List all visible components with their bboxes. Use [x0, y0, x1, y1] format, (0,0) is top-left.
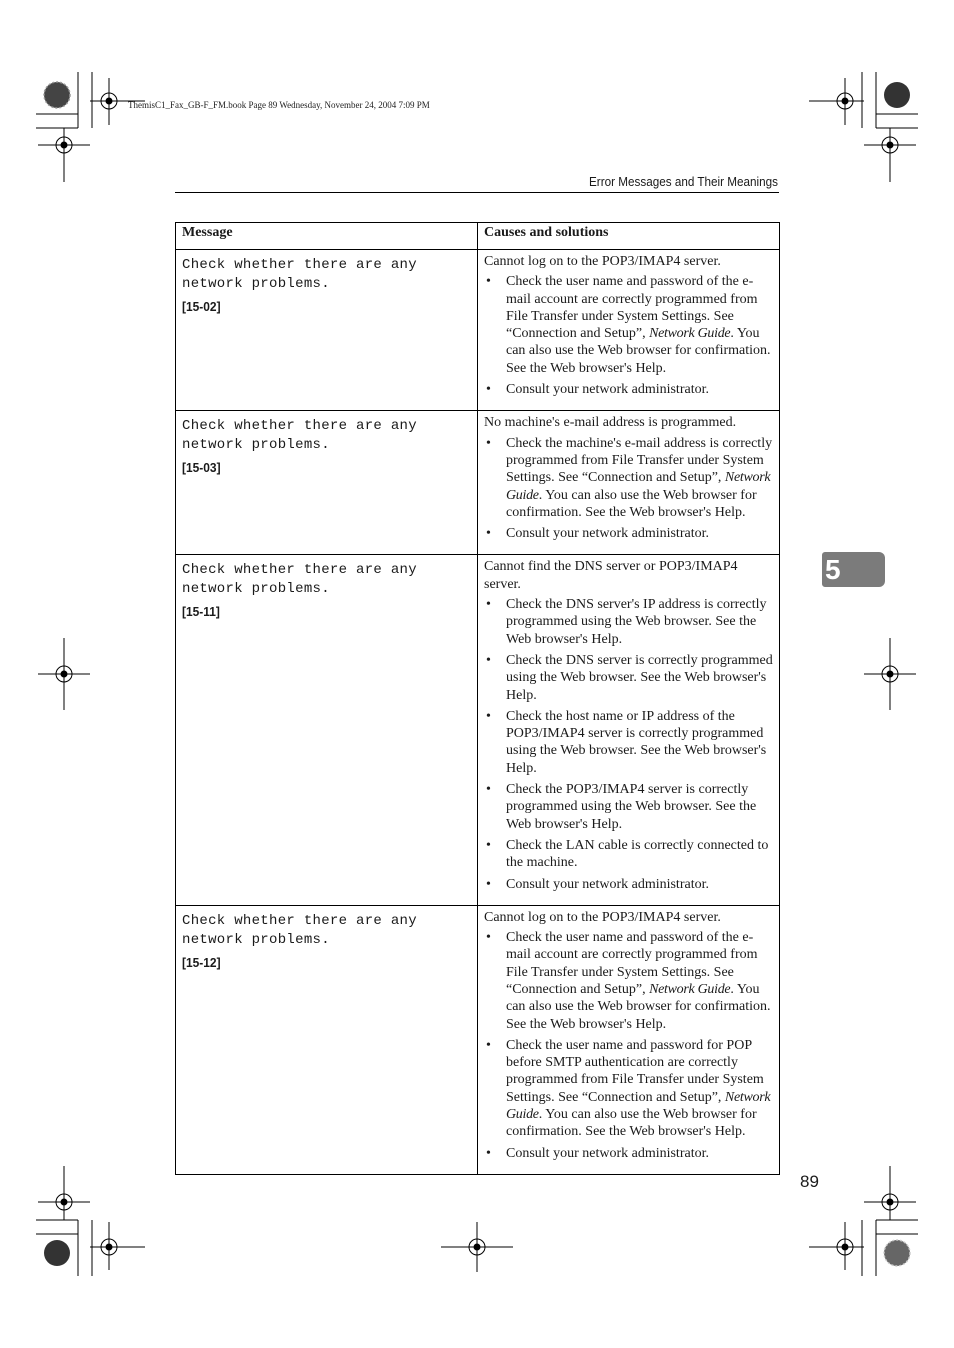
- solution-text: Check the user name and password for POP before SMTP authentication are correctly programmed from File Transfer under System Settings. See “Connection and Setup”,: [506, 1037, 764, 1105]
- solution-text: Check the DNS server's IP address is correctly programmed using the Web browser. See the Web browser's Help.: [506, 597, 767, 647]
- solution-item: [484, 929, 773, 1033]
- solution-list: [484, 596, 773, 893]
- solution-list: [484, 435, 773, 543]
- solution-text: Check the user name and password of the e-mail account are correctly programmed from File Transfer under System Settings. See “Connection and Setup”,: [506, 930, 758, 997]
- solution-item: [484, 708, 773, 777]
- causes-cell: [478, 905, 780, 1174]
- solution-text: . You can also use the Web browser for confirmation. See the Web browser's Help.: [506, 1107, 757, 1140]
- solution-item: [484, 837, 773, 872]
- error-code: [15-11]: [182, 604, 220, 620]
- message-cell: [176, 250, 478, 411]
- solution-text: . You can also use the Web browser for confirmation. See the Web browser's Help.: [506, 981, 771, 1032]
- solution-item: [484, 781, 773, 833]
- error-message-text: Check whether there are any network problems.: [182, 562, 417, 598]
- solution-item: [484, 525, 773, 542]
- error-message-table: [175, 222, 780, 1175]
- solution-text: Check the DNS server is correctly programmed using the Web browser. See the Web browser's Help.: [506, 652, 773, 703]
- message-cell: [176, 411, 478, 555]
- guide-reference: Network Guide: [649, 981, 731, 997]
- table-row: [176, 411, 780, 555]
- table-header-row: [176, 223, 780, 250]
- guide-reference: Network Guide: [506, 1089, 771, 1123]
- solution-item: [484, 1145, 773, 1162]
- solution-item: [484, 1037, 773, 1141]
- causes-cell: [478, 250, 780, 411]
- page-number: 89: [800, 1172, 819, 1191]
- solution-item: [484, 381, 773, 398]
- message-cell: [176, 905, 478, 1174]
- chapter-tab: 5: [822, 552, 885, 587]
- solution-text: Check the user name and password of the e-mail account are correctly programmed from File Transfer under System Settings. See “Connection and Setup”,: [506, 274, 758, 342]
- column-header-causes: Causes and solutions: [478, 223, 780, 250]
- table-row: [176, 905, 780, 1174]
- solution-item: [484, 273, 773, 377]
- causes-cell: [478, 555, 780, 905]
- cause-text: Cannot log on to the POP3/IMAP4 server.: [484, 909, 721, 925]
- message-cell: [176, 555, 478, 905]
- column-header-message: Message: [176, 223, 478, 250]
- error-code: [15-02]: [182, 299, 221, 314]
- guide-reference: Network Guide: [649, 326, 731, 342]
- solution-list: [484, 273, 773, 398]
- solution-text: Check the host name or IP address of the POP3/IMAP4 server is correctly programmed using the Web browser. See the Web browser's Help.: [506, 708, 767, 776]
- error-message-text: Check whether there are any network problems.: [182, 912, 417, 948]
- solution-text: Consult your network administrator.: [506, 876, 709, 892]
- solution-text: . You can also use the Web browser for confirmation. See the Web browser's Help.: [506, 487, 757, 520]
- solution-text: Consult your network administrator.: [506, 526, 709, 542]
- cause-text: Cannot log on to the POP3/IMAP4 server.: [484, 254, 721, 269]
- cause-text: Cannot find the DNS server or POP3/IMAP4 server.: [484, 559, 738, 592]
- header-rule: [175, 192, 779, 193]
- error-code: [15-03]: [182, 460, 221, 476]
- solution-item: [484, 876, 773, 893]
- error-message-text: Check whether there are any network problems.: [182, 257, 417, 292]
- solution-text: Consult your network administrator.: [506, 382, 709, 398]
- solution-list: [484, 929, 773, 1162]
- error-code: [15-12]: [182, 954, 221, 970]
- solution-text: Check the LAN cable is correctly connected to the machine.: [506, 837, 769, 871]
- table-row: [176, 250, 780, 411]
- cause-text: No machine's e-mail address is programmed.: [484, 415, 737, 431]
- causes-cell: [478, 411, 780, 555]
- solution-text: Check the machine's e-mail address is correctly programmed from File Transfer under System Settings. See “Connection and Setup”,: [506, 435, 773, 486]
- error-message-text: Check whether there are any network problems.: [182, 418, 417, 454]
- solution-text: . You can also use the Web browser for confirmation. See the Web browser's Help.: [506, 326, 771, 376]
- solution-item: [484, 596, 773, 648]
- solution-text: Consult your network administrator.: [506, 1145, 709, 1161]
- running-header: Error Messages and Their Meanings: [588, 174, 778, 189]
- print-info: ThemisC1_Fax_GB-F_FM.book Page 89 Wednesday, November 24, 2004 7:09 PM: [128, 100, 430, 110]
- solution-text: Check the POP3/IMAP4 server is correctly programmed using the Web browser. See the Web browser's Help.: [506, 782, 757, 832]
- guide-reference: Network Guide: [506, 470, 771, 503]
- solution-item: [484, 652, 773, 704]
- table-row: [176, 555, 780, 905]
- solution-item: [484, 435, 773, 521]
